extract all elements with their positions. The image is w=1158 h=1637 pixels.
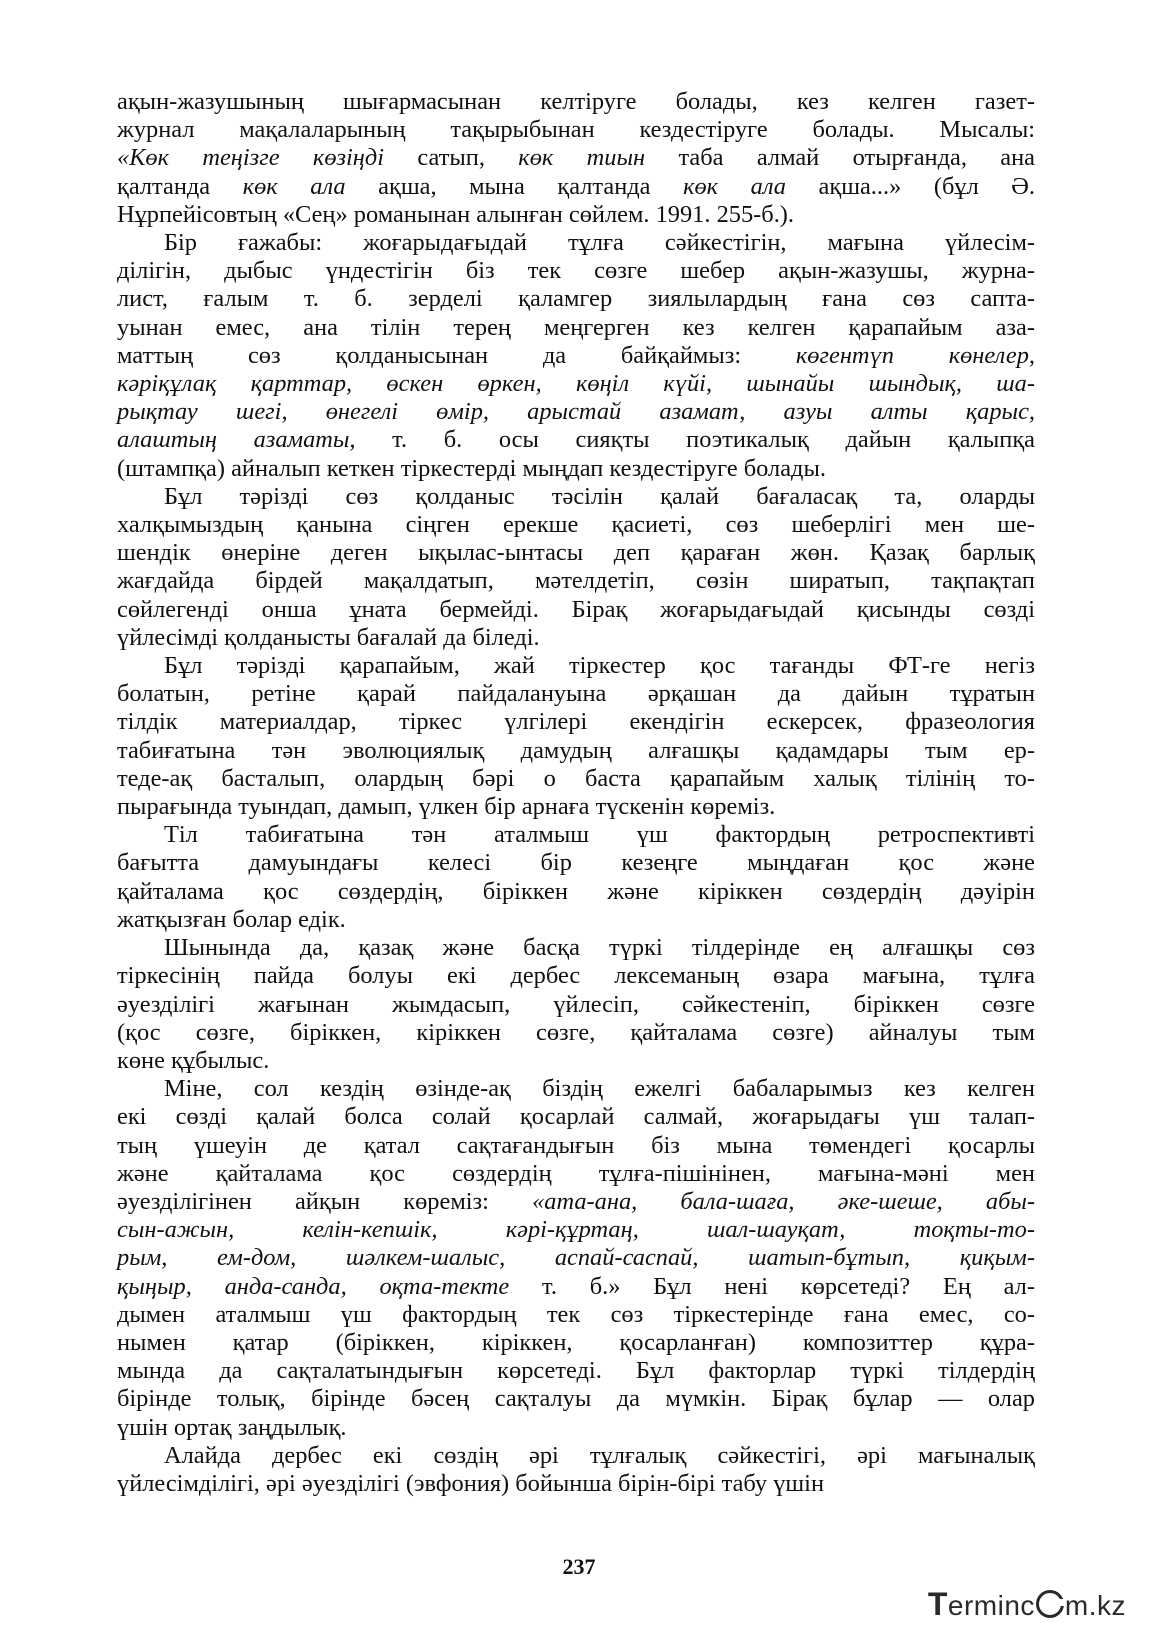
text-line (117, 88, 1035, 116)
text-run: Нұрпейісовтың «Сең» романынан алынған сөйлем. 1991. 255-б.). (117, 200, 795, 228)
watermark-letter: T (927, 1586, 948, 1622)
text-run: шендік өнеріне деген ықылас-ынтасы деп қараған жөн. Қазақ барлық (117, 539, 1035, 567)
italic-text: «Көк теңізге көзіңді (117, 144, 385, 172)
text-run: Бір ғажабы: жоғарыдағыдай тұлға сәйкестігін, мағына үйлесім- (164, 229, 1035, 257)
italic-text: алаштың азаматы, (117, 426, 356, 454)
text-line (117, 737, 1035, 765)
text-run: үшін ортақ заңдылық. (117, 1413, 347, 1441)
text-line (117, 708, 1035, 736)
text-line (117, 793, 1035, 821)
text-line (117, 1244, 1035, 1272)
text-line (117, 1132, 1035, 1160)
text-line (117, 1160, 1035, 1188)
text-line (117, 849, 1035, 877)
italic-text: рым, ем-дом, шәлкем-шалыс, аспай-саспай, шатып-бұтып, қиқым- (117, 1244, 1035, 1272)
italic-text: көк ала (683, 172, 786, 200)
page-body (117, 88, 1035, 1498)
text-line (117, 934, 1035, 962)
text-run: мында да сақталатындығын көрсетеді. Бұл факторлар түркі тілдердің (117, 1357, 1035, 1385)
text-line (117, 821, 1035, 849)
italic-text: кәріқұлақ қарттар, өскен өркен, көңіл күйі, шынайы шындық, ша- (117, 370, 1035, 398)
text-line (117, 1273, 1035, 1301)
text-run: және қайталама қос сөздердің тұлға-пішінінен, мағына-мәні мен (117, 1159, 1035, 1187)
text-line (117, 1329, 1035, 1357)
text-run: әуезділігінен айқын көреміз: (117, 1187, 533, 1215)
watermark-circle-icon (1036, 1590, 1064, 1618)
text-line (117, 596, 1035, 624)
text-line (117, 398, 1035, 426)
text-run: Бұл тәрізді сөз қолданыс тәсілін қалай бағаласақ та, оларды (164, 482, 1035, 510)
text-line (117, 455, 1035, 483)
text-run: ақын-жазушының шығармасынан келтіруге болады, кез келген газет- (117, 88, 1035, 115)
text-run: екі сөзді қалай болса солай қосарлай салмай, жоғарыдағы үш талап- (117, 1103, 1035, 1131)
text-line (117, 426, 1035, 454)
text-run: Міне, сол кездің өзінде-ақ біздің ежелгі бабаларымыз кез келген (164, 1075, 1035, 1103)
italic-text: сын-ажын, келін-кепшік, кәрі-құртаң, шал-шауқат, тоқты-то- (117, 1216, 1035, 1244)
text-run: тың үшеуін де қатал сақтағандығын біз мына төмендегі қосарлы (117, 1131, 1035, 1159)
watermark-part: m.kz (1064, 1590, 1126, 1621)
text-line (117, 342, 1035, 370)
text-run: таба алмай отырғанда, ана (645, 144, 1035, 172)
text-line (117, 906, 1035, 934)
text-line (117, 1301, 1035, 1329)
text-run: әуезділігі жағынан жымдасып, үйлесіп, сәйкестеніп, біріккен сөзге (117, 990, 1035, 1018)
text-run: жатқызған болар едік. (117, 905, 346, 933)
text-run: халқымыздың қанына сіңген ерекше қасиеті, сөз шеберлігі мен ше- (117, 511, 1035, 539)
text-line (117, 285, 1035, 313)
page-number: 237 (562, 1554, 596, 1579)
text-line (117, 652, 1035, 680)
text-line (117, 1216, 1035, 1244)
text-run: дымен аталмыш үш фактордың тек сөз тіркестерінде ғана емес, со- (117, 1300, 1035, 1328)
text-line (117, 962, 1035, 990)
text-run: т. б.» Бұл нені көрсетеді? Ең ал- (509, 1272, 1035, 1300)
text-run: қайталама қос сөздердің, біріккен және кіріккен сөздердің дәуірін (117, 877, 1035, 905)
text-line (117, 229, 1035, 257)
text-run: Тіл табиғатына тән аталмыш үш фактордың ретроспективті (164, 821, 1035, 849)
text-line (117, 624, 1035, 652)
italic-text: рықтау шегі, өнегелі өмір, арыстай азамат, азуы алты қарыс, (117, 398, 1035, 426)
text-run: болатын, ретіне қарай пайдалануына әрқашан да дайын тұратын (117, 680, 1035, 708)
text-run: үйлесімділігі, әрі әуезділігі (эвфония) бойынша бірін-бірі табу үшін (117, 1469, 825, 1497)
text-run: жағдайда бірдей мақалдатып, мәтелдетіп, сөзін ширатып, тақпақтап (117, 567, 1035, 595)
text-line (117, 765, 1035, 793)
text-line (117, 991, 1035, 1019)
text-line (117, 314, 1035, 342)
text-run: уынан емес, ана тілін терең меңгерген кез келген қарапайым аза- (117, 313, 1035, 341)
text-line (117, 483, 1035, 511)
text-run: т. б. осы сияқты поэтикалық дайын қалыпқа (355, 426, 1036, 454)
text-run: лист, ғалым т. б. зерделі қаламгер зиялылардың ғана сөз сапта- (117, 285, 1035, 313)
text-line (117, 173, 1035, 201)
text-line (117, 680, 1035, 708)
text-run: табиғатына тән эволюциялық дамудың алғашқы қадамдары тым ер- (117, 736, 1035, 764)
text-line (117, 1075, 1035, 1103)
text-run: ділігін, дыбыс үндестігін біз тек сөзге шебер ақын-жазушы, журна- (117, 257, 1035, 285)
text-run: ақша...» (бұл Ә. (785, 172, 1036, 200)
text-line (117, 257, 1035, 285)
text-run: үйлесімді қолданысты бағалай да біледі. (117, 623, 540, 651)
italic-text: көк тиын (518, 144, 646, 172)
italic-text: қыңыр, анда-санда, оқта-текте (117, 1272, 510, 1300)
text-run: тілдік материалдар, тіркес үлгілері екендігін ескерсек, фразеология (117, 708, 1035, 736)
text-run: көне құбылыс. (117, 1046, 270, 1074)
text-line (117, 1188, 1035, 1216)
watermark-part: c (1020, 1590, 1035, 1621)
text-line (117, 1103, 1035, 1131)
text-line (117, 144, 1035, 172)
text-line (117, 1470, 1035, 1498)
text-run: Шынында да, қазақ және басқа түркі тілдерінде ең алғашқы сөз (164, 934, 1035, 962)
text-run: сөйлегенді онша ұната бермейді. Бірақ жоғарыдағыдай қисынды сөзді (117, 595, 1035, 623)
text-run: маттың сөз қолданысынан да байқаймыз: (117, 341, 796, 369)
text-line (117, 116, 1035, 144)
text-run: (штампқа) айналып кеткен тіркестерді мыңдап кездестіруге болады. (117, 454, 826, 482)
text-run: бағытта дамуындағы келесі бір кезеңге мыңдаған қос және (117, 849, 1035, 877)
text-line (117, 1357, 1035, 1385)
italic-text: «ата-ана, бала-шаға, әке-шеше, абы- (532, 1187, 1035, 1215)
text-line (117, 539, 1035, 567)
text-line (117, 1047, 1035, 1075)
text-line (117, 1385, 1035, 1413)
text-run: теде-ақ басталып, олардың бәрі о баста қарапайым халық тілінің то- (117, 764, 1035, 792)
text-run: сатып, (384, 144, 519, 172)
watermark-part: ermin (947, 1590, 1021, 1621)
text-line (117, 878, 1035, 906)
text-run: тіркесінің пайда болуы екі дербес лексеманың өзара мағына, тұлға (117, 962, 1035, 990)
italic-text: көк ала (242, 172, 346, 200)
text-run: Алайда дербес екі сөздің әрі тұлғалық сәйкестігі, әрі мағыналық (164, 1441, 1035, 1469)
text-run: қалтанда (117, 172, 243, 200)
text-line (117, 370, 1035, 398)
text-run: пырағында туындап, дамып, үлкен бір арнаға түскенін көреміз. (117, 793, 776, 821)
text-run: (қос сөзге, біріккен, кіріккен сөзге, қайталама сөзге) айналуы тым (117, 1018, 1035, 1046)
text-line (117, 201, 1035, 229)
text-run: нымен қатар (біріккен, кіріккен, қосарланған) композиттер құра- (117, 1328, 1035, 1356)
text-line (117, 1442, 1035, 1470)
text-run: Бұл тәрізді қарапайым, жай тіркестер қос тағанды ФТ-ге негіз (164, 652, 1035, 680)
text-line (117, 511, 1035, 539)
text-line (117, 1019, 1035, 1047)
text-line (117, 567, 1035, 595)
italic-text: көгентүп көнелер, (795, 341, 1035, 369)
text-run: журнал мақалаларының тақырыбынан кездестіруге болады. Мысалы: (117, 116, 1035, 144)
text-run: ақша, мына қалтанда (345, 172, 684, 200)
text-run: бірінде толық, бірінде бәсең сақталуы да мүмкін. Бірақ бұлар — олар (117, 1385, 1035, 1413)
watermark-logo (928, 1586, 1126, 1623)
text-line (117, 1414, 1035, 1442)
